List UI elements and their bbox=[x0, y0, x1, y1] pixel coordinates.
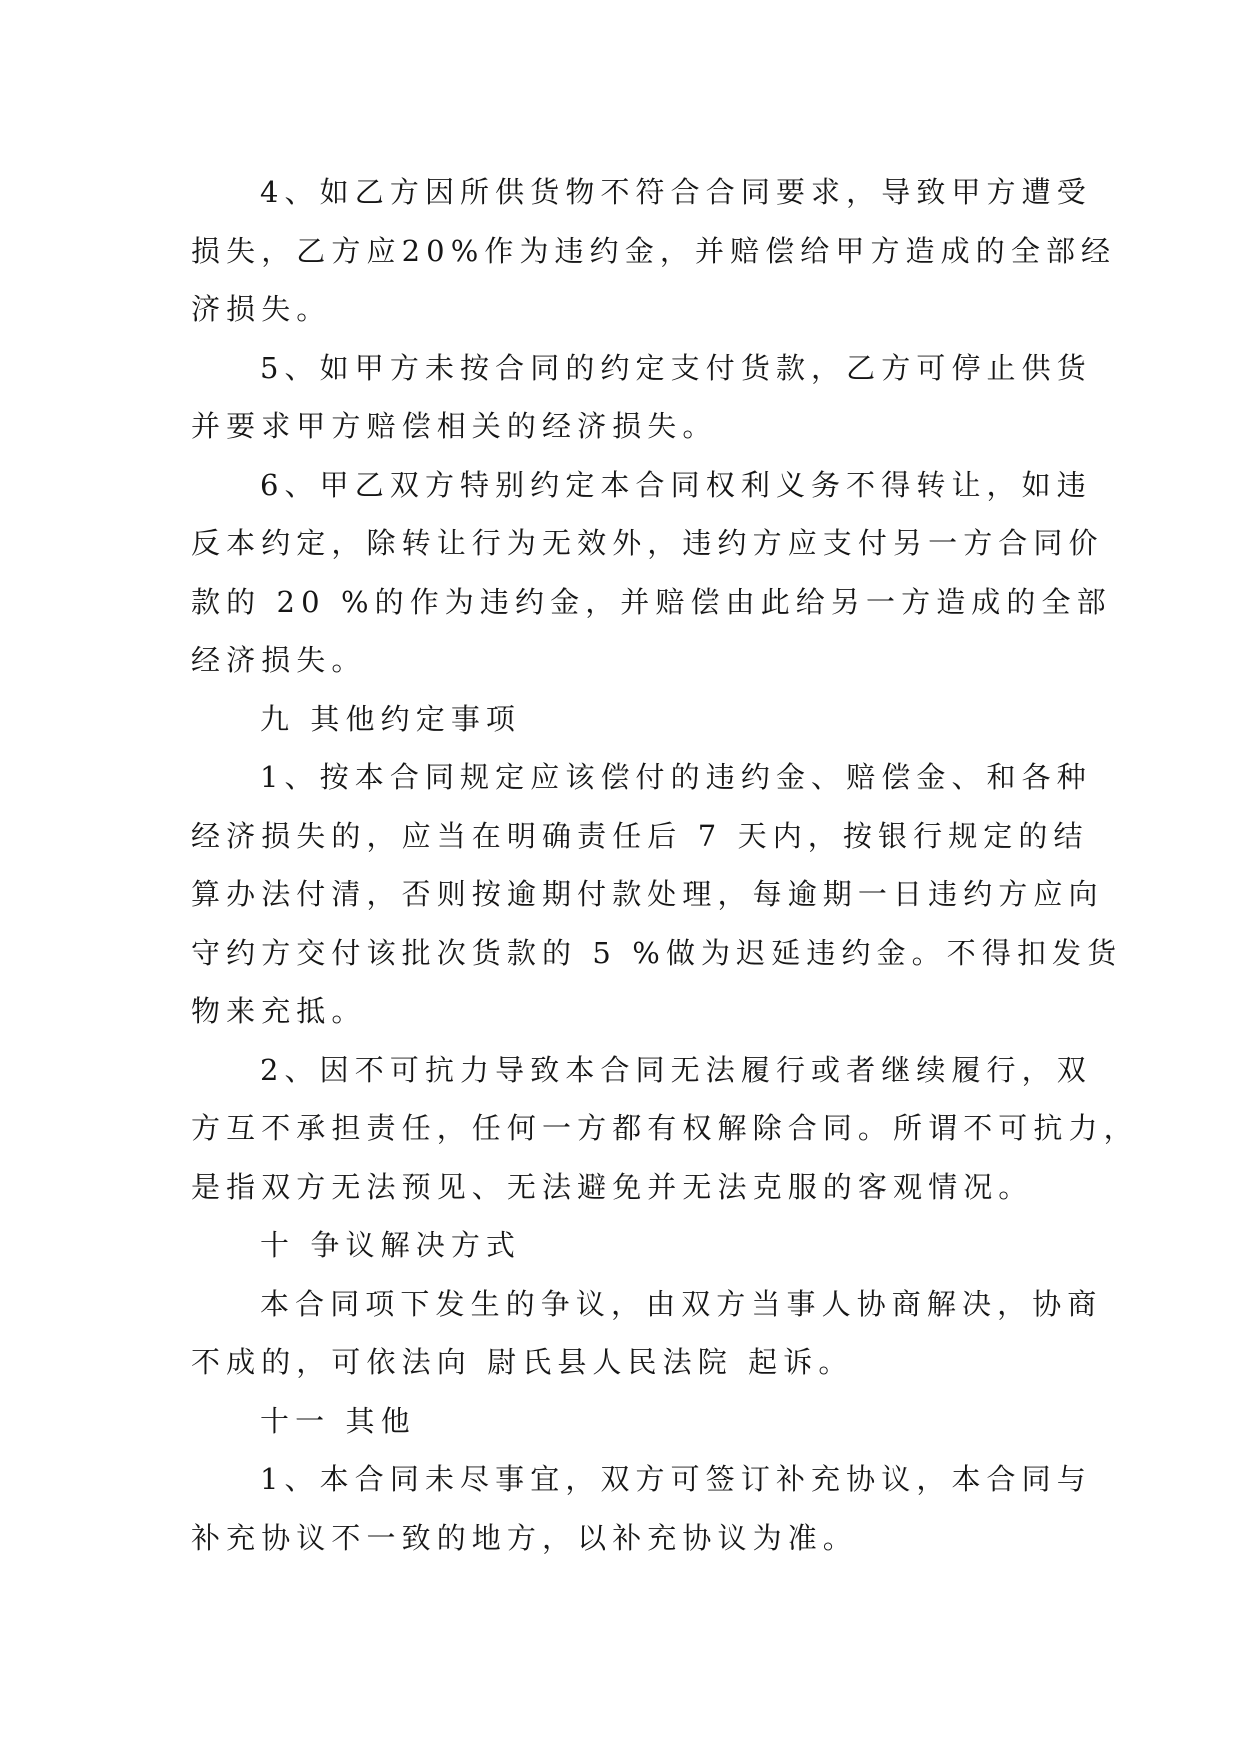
paragraph-line: 经济损失的，应当在明确责任后 7 天内，按银行规定的结 bbox=[191, 818, 1089, 853]
paragraph-line: 物来充抵。 bbox=[191, 994, 367, 1028]
clause-10-body bbox=[191, 1275, 1103, 1392]
section-9-heading bbox=[191, 690, 1051, 749]
paragraph-first-line: 6、甲乙双方特别约定本合同权利义务不得转让，如违 bbox=[260, 467, 1092, 502]
paragraph-line: 是指双方无法预见、无法避免并无法克服的客观情况。 bbox=[191, 1169, 1034, 1204]
paragraph-line: 方互不承担责任，任何一方都有权解除合同。所谓不可抗力， bbox=[191, 1111, 1139, 1145]
clause-9-1 bbox=[191, 748, 1123, 1041]
paragraph-line: 守约方交付该批次货款的 5 %做为迟延违约金。不得扣发货 bbox=[191, 935, 1123, 970]
paragraph-line: 款的 20 %的作为违约金，并赔偿由此给另一方造成的全部 bbox=[191, 584, 1112, 619]
paragraph-first-line: 十一 其他 bbox=[260, 1403, 416, 1438]
paragraph-first-line: 2、因不可抗力导致本合同无法履行或者继续履行，双 bbox=[260, 1052, 1092, 1087]
paragraph-line: 损失，乙方应20%作为违约金，并赔偿给甲方造成的全部经 bbox=[191, 233, 1117, 268]
paragraph-line: 济损失。 bbox=[191, 292, 332, 326]
clause-8-6 bbox=[191, 456, 1112, 690]
paragraph-first-line: 本合同项下发生的争议，由双方当事人协商解决，协商 bbox=[260, 1286, 1103, 1321]
paragraph-first-line: 十 争议解决方式 bbox=[260, 1228, 522, 1262]
paragraph-line: 反本约定，除转让行为无效外，违约方应支付另一方合同价 bbox=[191, 526, 1104, 560]
clause-8-5 bbox=[191, 339, 1092, 456]
paragraph-first-line: 4、如乙方因所供货物不符合合同要求，导致甲方遭受 bbox=[260, 175, 1092, 209]
document-body bbox=[191, 163, 1139, 1567]
clause-9-2 bbox=[191, 1041, 1139, 1217]
paragraph-line: 补充协议不一致的地方，以补充协议为准。 bbox=[191, 1520, 858, 1555]
section-10-heading bbox=[191, 1216, 1051, 1275]
clause-8-4 bbox=[191, 163, 1117, 339]
section-11-heading bbox=[191, 1392, 1051, 1451]
paragraph-line: 不成的，可依法向 尉氏县人民法院 起诉。 bbox=[191, 1345, 854, 1379]
paragraph-line: 经济损失。 bbox=[191, 643, 367, 677]
paragraph-first-line: 1、按本合同规定应该偿付的违约金、赔偿金、和各种 bbox=[260, 760, 1092, 794]
clause-11-1 bbox=[191, 1450, 1092, 1567]
paragraph-line: 算办法付清，否则按逾期付款处理，每逾期一日违约方应向 bbox=[191, 877, 1104, 911]
paragraph-first-line: 5、如甲方未按合同的约定支付货款，乙方可停止供货 bbox=[260, 350, 1092, 385]
paragraph-first-line: 1、本合同未尽事宜，双方可签订补充协议，本合同与 bbox=[260, 1462, 1092, 1496]
paragraph-line: 并要求甲方赔偿相关的经济损失。 bbox=[191, 409, 718, 443]
paragraph-first-line: 九 其他约定事项 bbox=[260, 701, 522, 736]
